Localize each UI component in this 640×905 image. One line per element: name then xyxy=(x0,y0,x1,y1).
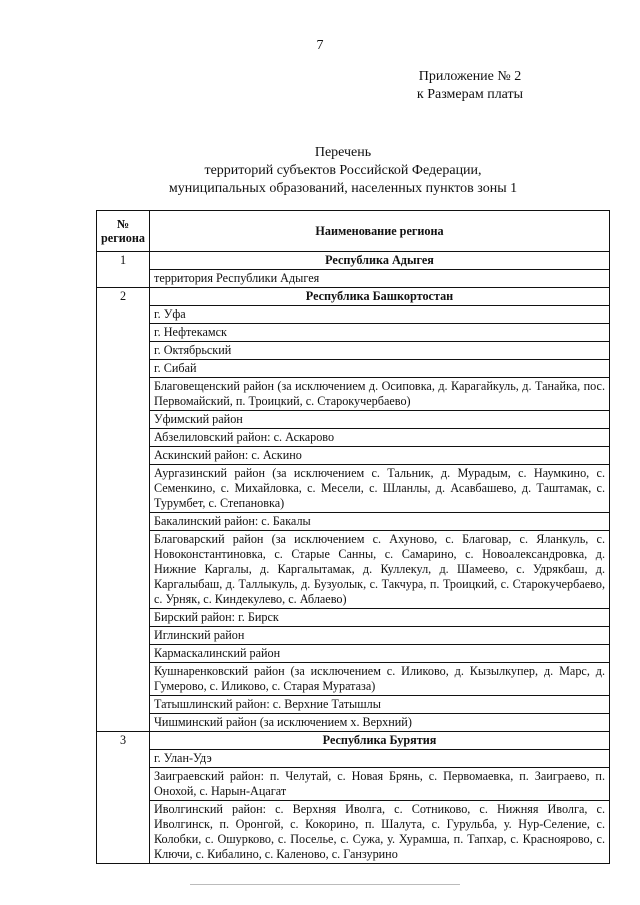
table-row xyxy=(97,531,610,609)
table-row xyxy=(97,324,610,342)
table-row xyxy=(97,378,610,411)
region-number: 1 xyxy=(97,252,150,288)
table-row xyxy=(97,714,610,732)
region-header-row xyxy=(97,732,610,750)
territory-item: Уфимский район xyxy=(150,411,610,429)
territory-item: Бакалинский район: с. Бакалы xyxy=(150,513,610,531)
table-row xyxy=(97,411,610,429)
footer-divider xyxy=(190,884,460,885)
territory-item: г. Сибай xyxy=(150,360,610,378)
territory-item: Аургазинский район (за исключением с. Тальник, д. Мурадым, с. Наумкино, с. Семенкино, с. Михайловка, с. Месели, с. Шланлы, д. Асавбашево, д. Таштамак, с. Турумбет, с. Степановка) xyxy=(150,465,610,513)
table-row xyxy=(97,801,610,864)
territory-item: Заиграевский район: п. Челутай, с. Новая Брянь, с. Первомаевка, п. Заиграево, п. Онохой, с. Нарын-Ацагат xyxy=(150,768,610,801)
table-row xyxy=(97,342,610,360)
appendix-line-1: Приложение № 2 xyxy=(418,69,522,84)
region-number: 2 xyxy=(97,288,150,732)
territory-item: г. Уфа xyxy=(150,306,610,324)
table-row xyxy=(97,696,610,714)
territory-item: Кушнаренковский район (за исключением с. Иликово, д. Кызылкупер, д. Марс, д. Гумерово, с. Иликово, с. Старая Муратаза) xyxy=(150,663,610,696)
region-header-row xyxy=(97,288,610,306)
appendix-line-2: к Размерам платы xyxy=(416,87,524,102)
region-name: Республика Адыгея xyxy=(150,252,610,270)
region-name: Республика Башкортостан xyxy=(150,288,610,306)
title-line-1: Перечень xyxy=(314,145,372,160)
table-row xyxy=(97,768,610,801)
territory-item: г. Нефтекамск xyxy=(150,324,610,342)
territory-item: Чишминский район (за исключением х. Верхний) xyxy=(150,714,610,732)
header-region-number: № региона xyxy=(97,211,150,252)
table-row xyxy=(97,360,610,378)
table-row xyxy=(97,663,610,696)
territory-item: Благоварский район (за исключением с. Ахуново, с. Благовар, с. Яланкуль, с. Новоконстантиновка, с. Старые Санны, с. Самарино, с. Новоалександровка, д. Нижние Каргалы, д. Каргалытамак, д. Куллекул, д. Шамеево, с. Удрякбаш, д. Каргалыбаш, д. Таллыкуль, д. Бузуолык, с. Такчура, п. Троицкий, с. Старокучербаево, с. Урняк, с. Киндекулево, с. Аблаево) xyxy=(150,531,610,609)
territory-item: территория Республики Адыгея xyxy=(150,270,610,288)
territory-item: Иглинский район xyxy=(150,627,610,645)
table-header-row xyxy=(97,211,610,252)
title-line-3: муниципальных образований, населенных пунктов зоны 1 xyxy=(168,181,518,196)
territory-item: Иволгинский район: с. Верхняя Иволга, с. Сотниково, с. Нижняя Иволга, с. Иволгинск, п. Оронгой, с. Кокорино, п. Шалута, с. Гурульба, у. Нур-Селение, с. Колобки, с. Ошурково, с. Поселье, с. Сужа, у. Хурамша, п. Тапхар, с. Красноярово, с. Ключи, с. Кибалино, с. Каленово, с. Ганзурино xyxy=(150,801,610,864)
table-row xyxy=(97,750,610,768)
appendix-label xyxy=(410,68,530,104)
document-title xyxy=(0,144,640,198)
territory-item: Абзелиловский район: с. Аскарово xyxy=(150,429,610,447)
table-row xyxy=(97,513,610,531)
table-row xyxy=(97,645,610,663)
regions-table xyxy=(96,210,610,864)
region-name: Республика Бурятия xyxy=(150,732,610,750)
title-line-2: территорий субъектов Российской Федерации, xyxy=(204,163,482,178)
region-number: 3 xyxy=(97,732,150,864)
territory-item: Кармаскалинский район xyxy=(150,645,610,663)
territory-item: Татышлинский район: с. Верхние Татышлы xyxy=(150,696,610,714)
region-header-row xyxy=(97,252,610,270)
table-row xyxy=(97,627,610,645)
table-row xyxy=(97,465,610,513)
table-row xyxy=(97,306,610,324)
table-row xyxy=(97,447,610,465)
table-body xyxy=(97,252,610,864)
table-row xyxy=(97,429,610,447)
territory-item: Аскинский район: с. Аскино xyxy=(150,447,610,465)
table-row xyxy=(97,270,610,288)
table-row xyxy=(97,609,610,627)
territory-item: г. Октябрьский xyxy=(150,342,610,360)
page-number: 7 xyxy=(316,38,324,53)
territory-item: Благовещенский район (за исключением д. Осиповка, д. Карагайкуль, д. Танайка, пос. Первомайский, п. Троицкий, с. Старокучербаево) xyxy=(150,378,610,411)
territory-item: г. Улан-Удэ xyxy=(150,750,610,768)
header-region-name: Наименование региона xyxy=(150,211,610,252)
territory-item: Бирский район: г. Бирск xyxy=(150,609,610,627)
